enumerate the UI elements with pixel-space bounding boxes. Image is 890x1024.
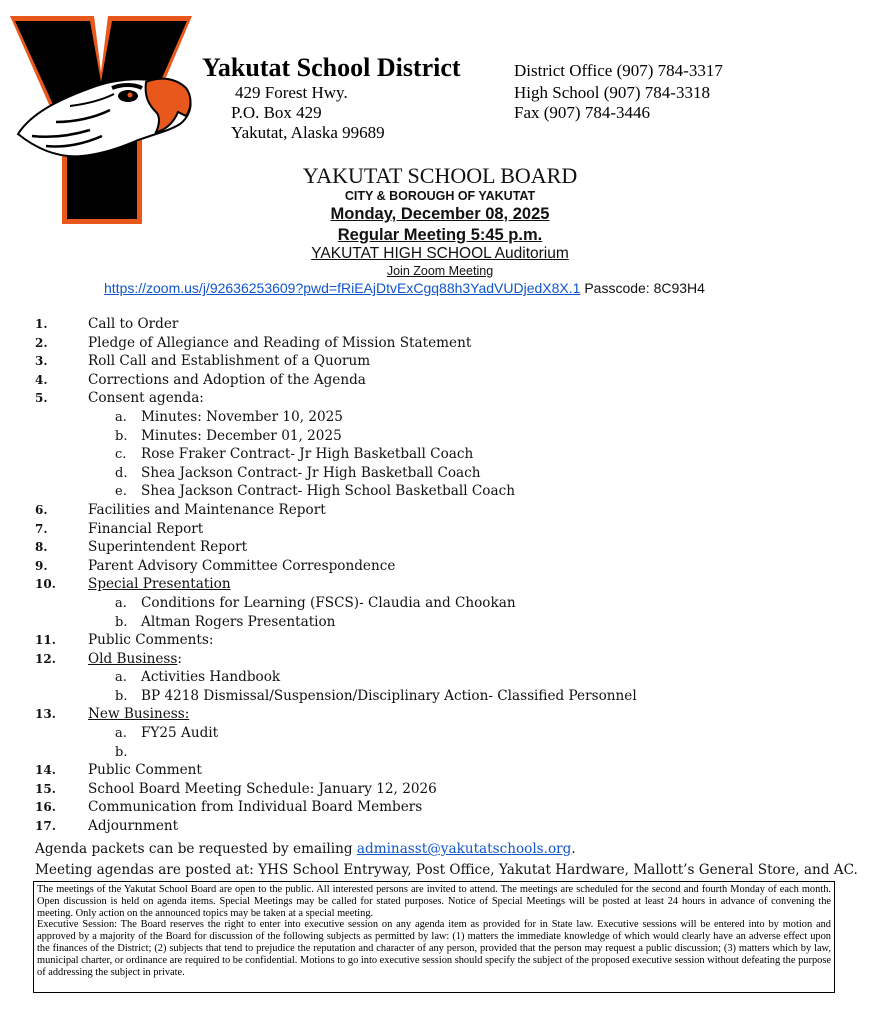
agenda-item-text	[88, 521, 203, 537]
agenda-item	[0, 502, 890, 521]
agenda-item-label: Call to Order	[88, 316, 179, 332]
agenda-item-number: 2.	[35, 335, 48, 350]
agenda-item-number: 4.	[35, 372, 48, 387]
board-title: YAKUTAT SCHOOL BOARD	[302, 163, 578, 188]
agenda-item-text	[88, 539, 247, 555]
agenda-item-label: Consent agenda:	[88, 390, 204, 407]
city-borough: CITY & BOROUGH OF YAKUTAT	[344, 189, 536, 203]
public-notice-box	[33, 881, 835, 993]
join-zoom-label: Join Zoom Meeting	[386, 264, 494, 278]
agenda-item-text	[141, 465, 481, 481]
agenda-item-label: Adjournment	[88, 818, 179, 835]
agenda-subitem	[0, 688, 890, 707]
agenda-item-number: a.	[115, 726, 127, 742]
agenda-item	[0, 316, 890, 335]
contact-fax: Fax (907) 784-3446	[514, 103, 650, 122]
agenda-item-label: Superintendent Report	[88, 539, 248, 556]
agenda-item	[0, 558, 890, 577]
agenda-item-label: Special Presentation	[88, 576, 231, 593]
zoom-row	[104, 280, 705, 296]
agenda-item-label: Minutes: November 10, 2025	[141, 408, 343, 425]
agenda-item-label: Parent Advisory Committee Correspondence	[88, 557, 396, 574]
agenda-subitem	[0, 483, 890, 502]
agenda-subitem	[0, 595, 890, 614]
agenda-item-label: Public Comments:	[88, 632, 214, 649]
agenda-item-number: d.	[115, 465, 128, 481]
agenda-item-label: BP 4218 Dismissal/Suspension/Disciplinary Action- Classified Personnel	[141, 687, 637, 704]
agenda-item-label: New Business:	[88, 706, 190, 723]
agenda-item-number: 5.	[35, 391, 48, 406]
packets-period: .	[571, 841, 576, 857]
agenda-item-number: e.	[115, 484, 127, 500]
agenda-item-number: 10.	[35, 577, 56, 592]
agenda-item-number: 9.	[35, 558, 48, 573]
agenda-subitem	[0, 428, 890, 447]
agenda-item	[0, 799, 890, 818]
agenda-item-label: Old Business	[88, 650, 178, 667]
agenda-item-text	[141, 725, 218, 741]
agenda-item-text	[88, 632, 213, 648]
agenda-list	[0, 316, 890, 837]
agenda-item-number: b.	[115, 428, 128, 444]
agenda-item-number: b.	[115, 688, 128, 704]
agenda-item-label: FY25 Audit	[141, 725, 219, 742]
agenda-item-label: Roll Call and Establishment of a Quorum	[88, 353, 371, 370]
agenda-item-number: 13.	[35, 707, 56, 722]
agenda-item	[0, 706, 890, 725]
agenda-item-number: c.	[115, 447, 127, 463]
agenda-subitem	[0, 409, 890, 428]
agenda-item-label: Altman Rogers Presentation	[141, 613, 336, 630]
agenda-item-text	[141, 409, 343, 425]
agenda-item-number: 1.	[35, 317, 48, 331]
agenda-item-label: Shea Jackson Contract- High School Basketball Coach	[141, 483, 515, 500]
agenda-item	[0, 539, 890, 558]
address-city: Yakutat, Alaska 99689	[231, 123, 385, 142]
agenda-item-label: Financial Report	[88, 520, 204, 537]
agenda-subitem	[0, 744, 890, 763]
agenda-item-text	[88, 558, 395, 574]
agenda-item-text	[88, 372, 366, 388]
agenda-item-text	[141, 483, 515, 499]
agenda-item-label: Public Comment	[88, 762, 202, 779]
zoom-passcode: Passcode: 8C93H4	[584, 280, 705, 296]
meeting-type-time: Regular Meeting 5:45 p.m.	[337, 226, 543, 244]
agenda-item	[0, 390, 890, 409]
agenda-subitem	[0, 446, 890, 465]
agenda-item-number: a.	[115, 595, 127, 611]
agenda-item-text	[88, 818, 178, 834]
notice-paragraph-meetings: The meetings of the Yakutat School Board are open to the public. All interested persons are invited to attend. The meetings are scheduled for the second and fourth Monday of each month. Open discussion is held on agenda items. Special Meetings may be called for stated purposes. Notice of Special Meetings will be posted at least 24 hours in advance of convening the meeting. Only action on the announced topics may be taken at a special meeting.	[37, 884, 831, 919]
meeting-date: Monday, December 08, 2025	[330, 205, 550, 223]
packets-line	[35, 841, 576, 857]
zoom-link[interactable]: https://zoom.us/j/92636253609?pwd=fRiEAjDtvExCgq88h3YadVUDjedX8X.1	[104, 280, 581, 296]
agenda-item-number: 14.	[35, 763, 56, 778]
agenda-item-text	[141, 688, 637, 704]
agenda-item-label: Minutes: December 01, 2025	[141, 427, 342, 444]
agenda-item-suffix: :	[177, 650, 182, 667]
agenda-item-text	[88, 799, 422, 815]
agenda-item	[0, 576, 890, 595]
agenda-item-number: b.	[115, 744, 128, 760]
posted-locations: Meeting agendas are posted at: YHS School Entryway, Post Office, Yakutat Hardware, Mallott’s General Store, and AC.	[35, 862, 858, 878]
agenda-item-text	[88, 762, 202, 778]
agenda-item-text	[141, 614, 335, 630]
agenda-subitem	[0, 725, 890, 744]
agenda-item-text	[88, 781, 437, 797]
agenda-item-number: 8.	[35, 540, 48, 555]
agenda-subitem	[0, 614, 890, 633]
agenda-item-text	[88, 335, 471, 351]
agenda-item-number: a.	[115, 670, 127, 686]
agenda-item	[0, 632, 890, 651]
agenda-item-text	[141, 669, 280, 685]
agenda-item	[0, 762, 890, 781]
agenda-item	[0, 521, 890, 540]
district-name: Yakutat School District	[202, 53, 461, 82]
meeting-venue: YAKUTAT HIGH SCHOOL Auditorium	[311, 245, 569, 262]
agenda-item	[0, 781, 890, 800]
agenda-item-text	[141, 428, 342, 444]
agenda-item-text	[88, 502, 326, 518]
agenda-item	[0, 372, 890, 391]
agenda-item-label: Shea Jackson Contract- Jr High Basketball Coach	[141, 464, 481, 481]
agenda-item	[0, 335, 890, 354]
agenda-item	[0, 651, 890, 670]
agenda-item-number: 7.	[35, 521, 48, 536]
agenda-item-number: 11.	[35, 633, 56, 648]
packets-text: Agenda packets can be requested by emailing	[35, 841, 357, 857]
agenda-item-number: 12.	[35, 651, 56, 666]
agenda-item	[0, 353, 890, 372]
agenda-item-text	[88, 651, 182, 667]
email-link[interactable]: adminasst@yakutatschools.org	[356, 841, 572, 857]
agenda-item-number: 15.	[35, 781, 56, 796]
agenda-item-label: Communication from Individual Board Members	[88, 799, 423, 816]
agenda-item-label: Rose Fraker Contract- Jr High Basketball Coach	[141, 446, 474, 463]
contact-district-office: District Office (907) 784-3317	[514, 61, 723, 80]
agenda-item-text	[88, 706, 189, 722]
agenda-item-label: Pledge of Allegiance and Reading of Mission Statement	[88, 334, 472, 351]
agenda-item-number: 3.	[35, 354, 48, 369]
agenda-item-text	[141, 595, 516, 611]
agenda-item-text	[88, 390, 204, 406]
agenda-subitem	[0, 669, 890, 688]
agenda-item-number: 16.	[35, 800, 56, 815]
agenda-item-number: a.	[115, 409, 127, 425]
agenda-item-number: b.	[115, 614, 128, 630]
agenda-item-text	[88, 316, 178, 332]
agenda-item-number: 6.	[35, 502, 48, 517]
contact-high-school: High School (907) 784-3318	[514, 83, 710, 102]
agenda-item-label: Corrections and Adoption of the Agenda	[88, 371, 366, 388]
agenda-item-number: 17.	[35, 819, 56, 834]
agenda-item	[0, 818, 890, 837]
notice-paragraph-executive-session: Executive Session: The Board reserves the right to enter into executive session on any agenda item as provided for in State law. Executive sessions will be entered into by motion and approved by a majority of the Board for discussion of the following subjects as permitted by law: (1) matters the immediate knowledge of which would clearly have an adverse effect upon the finances of the District; (2) subjects that tend to prejudice the reputation and character of any person, provided that the person may request a public discussion; (3) matters which by law, municipal charter, or ordinance are required to be confidential. Motions to go into executive session should specify the subject of the proposed executive session without defeating the purpose of addressing the subject in private.	[37, 919, 831, 978]
agenda-subitem	[0, 465, 890, 484]
agenda-item-text	[88, 353, 370, 369]
agenda-item-label: Facilities and Maintenance Report	[88, 501, 326, 518]
agenda-item-label: Conditions for Learning (FSCS)- Claudia and Chookan	[141, 594, 516, 611]
agenda-item-label: Activities Handbook	[141, 669, 281, 686]
agenda-item-text	[88, 576, 231, 592]
address-street: 429 Forest Hwy.	[235, 83, 348, 102]
agenda-item-label: School Board Meeting Schedule: January 12, 2026	[88, 780, 437, 797]
address-po-box: P.O. Box 429	[231, 103, 322, 122]
agenda-item-text	[141, 446, 473, 462]
